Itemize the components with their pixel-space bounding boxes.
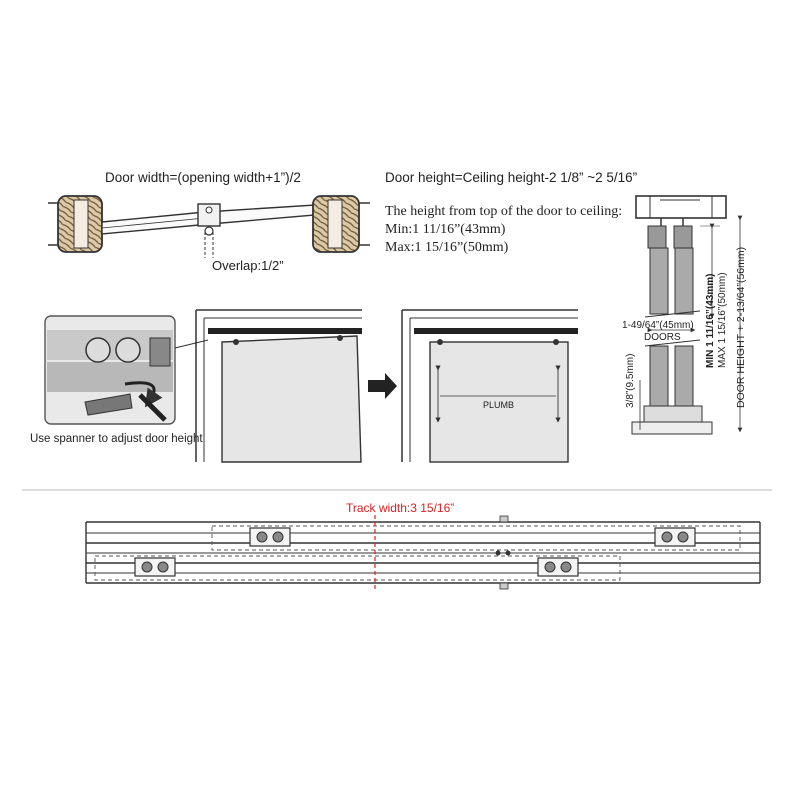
roller-icon (538, 558, 578, 576)
max-vertical-dim: MAX 1 15/16”(50mm) (717, 272, 728, 368)
min-height: Min:1 11/16”(43mm) (385, 222, 506, 237)
door-height-vertical-dim: DOOR HEIGHT + 2-13/64”(56mm) (735, 246, 747, 408)
roller-icon (655, 528, 695, 546)
max-height: Max:1 15/16”(50mm) (385, 240, 509, 255)
plumb-label: PLUMB (483, 400, 515, 410)
door-width-formula: Door width=(opening width+1”)/2 (105, 170, 301, 185)
track-plan-view (86, 515, 760, 592)
door-width-diagram (48, 196, 370, 258)
doors-label: DOORS (644, 332, 681, 343)
min-vertical-dim: MIN 1 11/16”(43mm) (705, 273, 716, 368)
spanner-caption: Use spanner to adjust door height (30, 433, 203, 445)
roller-icon (135, 558, 175, 576)
overlap-label: Overlap:1/2” (212, 258, 284, 273)
next-arrow-icon (368, 373, 397, 399)
height-note: The height from top of the door to ceiling: (385, 204, 623, 219)
door-height-formula: Door height=Ceiling height-2 1/8” ~2 5/16” (385, 170, 638, 185)
spanner-detail-inset (45, 316, 208, 424)
doors-thickness-dim: 1-49/64”(45mm) (622, 320, 694, 331)
gap-dim: 3/8”(9.5mm) (625, 353, 636, 408)
door-after-panel (402, 310, 578, 462)
door-before-panel (196, 310, 362, 462)
track-width-label: Track width:3 15/16” (346, 501, 455, 515)
roller-icon (250, 528, 290, 546)
